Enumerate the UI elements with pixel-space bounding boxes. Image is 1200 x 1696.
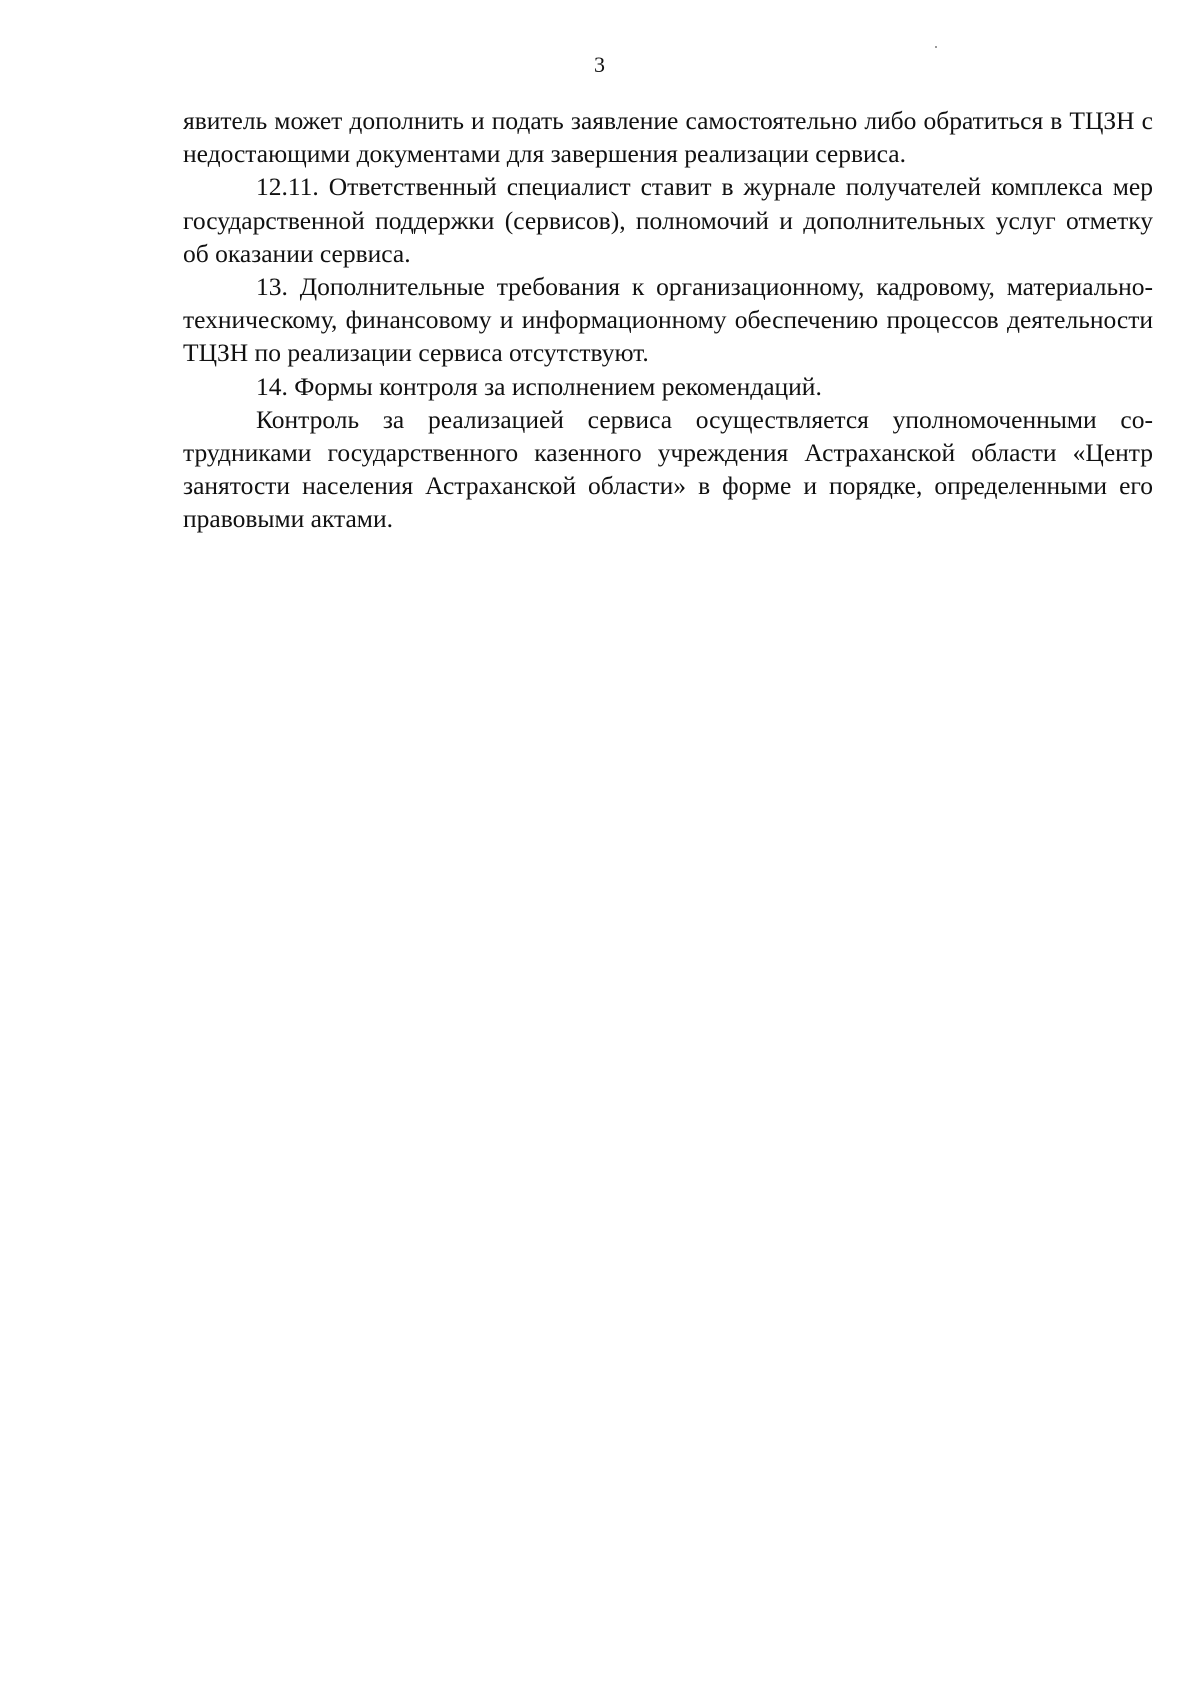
paragraph-item-14: 14. Формы контроля за исполнением рекомендаций.: [256, 371, 822, 401]
document-body: [183, 104, 1153, 536]
paragraph-item-13: 13. Дополнительные требования к организационному, кадровому, материально-техническому, финансовому и информационному обеспечению процессов деятельности ТЦЗН по реализации сервиса отсутствуют.: [183, 272, 1153, 368]
paragraph-continuation: явитель может дополнить и подать заявление самостоятельно либо обратиться в ТЦЗН с недостающими документами для завершения реализации сервиса.: [183, 106, 1153, 169]
paragraph-item-12-11: 12.11. Ответственный специалист ставит в журнале получателей комплекса мер государственной поддержки (сервисов), полномочий и дополнительных услуг отметку об оказании сервиса.: [183, 172, 1153, 268]
page-number: 3: [594, 52, 606, 77]
scan-artifact: [935, 46, 937, 48]
paragraph-control: Контроль за реализацией сервиса осуществляется уполномоченными сотрудниками государственного казенного учреждения Астраханской области «Центр занятости населения Астраханской области» в форме и порядке, определенными его правовыми актами.: [183, 404, 1153, 534]
